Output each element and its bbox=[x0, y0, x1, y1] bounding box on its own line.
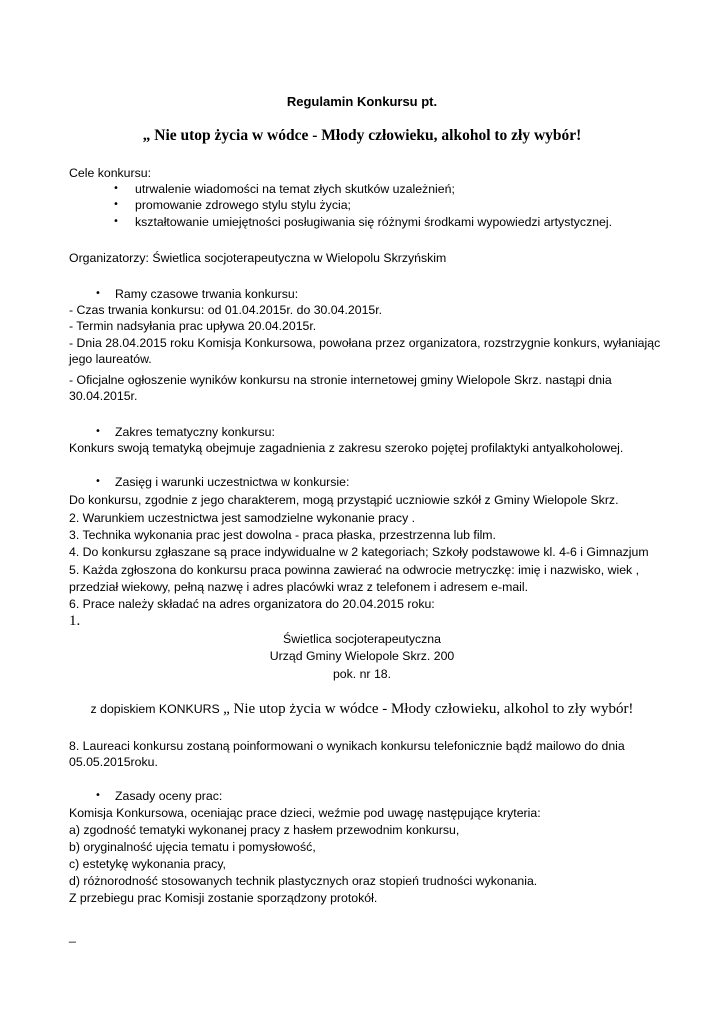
goal-item: kształtowanie umiejętności posługiwania się różnymi środkami wypowiedzi artystycznej. bbox=[135, 215, 613, 229]
address-line: pok. nr 18. bbox=[332, 667, 392, 681]
conditions-line: 3. Technika wykonania prac jest dowolna - praca płaska, przestrzenna lub film. bbox=[69, 528, 496, 542]
evaluation-line: Z przebiegu prac Komisji zostanie sporządzony protokół. bbox=[69, 891, 378, 905]
organizers-line: Organizatorzy: Świetlica socjoterapeutyczna w Wielopolu Skrzyńskim bbox=[69, 251, 447, 265]
timeframe-line: - Oficjalne ogłoszenie wyników konkursu na stronie internetowej gminy Wielopole Skrz. nastąpi dnia bbox=[69, 373, 612, 387]
timeframe-line: - Czas trwania konkursu: od 01.04.2015r. do 30.04.2015r. bbox=[69, 303, 383, 317]
conditions-line: Do konkursu, zgodnie z jego charakterem, mogą przystąpić uczniowie szkół z Gminy Wielopole Skrz. bbox=[69, 493, 619, 507]
note-title: „ Nie utop życia w wódce - Młody człowieku, alkohol to zły wybór! bbox=[223, 701, 634, 717]
timeframe-heading: Ramy czasowe trwania konkursu: bbox=[115, 287, 299, 301]
footer-mark: _ bbox=[69, 929, 76, 943]
conditions-line: przedział wiekowy, pełną nazwę i adres placówki wraz z telefonem i adresem e-mail. bbox=[69, 580, 529, 594]
conditions-line: 2. Warunkiem uczestnictwa jest samodzielne wykonanie pracy . bbox=[69, 511, 416, 525]
list-marker: 1. bbox=[69, 613, 81, 629]
scope-text: Konkurs swoją tematyką obejmuje zagadnienia z zakresu szeroko pojętej profilaktyki antyalkoholowej. bbox=[69, 441, 624, 455]
evaluation-line: a) zgodność tematyki wykonanej pracy z hasłem przewodnim konkursu, bbox=[69, 823, 460, 837]
bullet-icon: • bbox=[95, 426, 101, 437]
conditions-heading: Zasięg i warunki uczestnictwa w konkursie: bbox=[115, 475, 350, 489]
timeframe-line: jego laureatów. bbox=[69, 352, 152, 366]
scope-heading: Zakres tematyczny konkursu: bbox=[115, 425, 275, 439]
evaluation-line: d) różnorodność stosowanych technik plastycznych oraz stopień trudności wykonania. bbox=[69, 874, 538, 888]
bullet-icon: • bbox=[113, 216, 119, 227]
note-prefix: z dopiskiem KONKURS bbox=[90, 702, 224, 716]
goals-heading: Cele konkursu: bbox=[69, 166, 152, 180]
bullet-icon: • bbox=[113, 199, 119, 210]
conditions-line: 6. Prace należy składać na adres organizatora do 20.04.2015 roku: bbox=[69, 597, 435, 611]
goal-item: utrwalenie wiadomości na temat złych skutków uzależnień; bbox=[135, 182, 455, 196]
bullet-icon: • bbox=[113, 183, 119, 194]
conditions-line: 5. Każda zgłoszona do konkursu praca powinna zawierać na odwrocie metryczkę: imię i nazwisko, wiek , bbox=[69, 563, 640, 577]
note-line bbox=[0, 699, 724, 719]
bullet-icon: • bbox=[95, 476, 101, 487]
document-title: Regulamin Konkursu pt. bbox=[286, 94, 438, 109]
evaluation-line: b) oryginalność ujęcia tematu i pomysłowość, bbox=[69, 840, 316, 854]
conditions-line: 4. Do konkursu zgłaszane są prace indywidualne w 2 kategoriach; Szkoły podstawowe kl. 4-6 i Gimnazjum bbox=[69, 545, 649, 559]
evaluation-heading: Zasady oceny prac: bbox=[115, 789, 223, 803]
laureates-line: 8. Laureaci konkursu zostaną poinformowani o wynikach konkursu telefonicznie bądź mailowo do dnia bbox=[69, 739, 625, 753]
bullet-icon: • bbox=[95, 790, 101, 801]
goal-item: promowanie zdrowego stylu stylu życia; bbox=[135, 198, 351, 212]
bullet-icon: • bbox=[95, 288, 101, 299]
document-subtitle: „ Nie utop życia w wódce - Młody człowieku, alkohol to zły wybór! bbox=[142, 127, 582, 144]
evaluation-line: Komisja Konkursowa, oceniając prace dzieci, weźmie pod uwagę następujące kryteria: bbox=[69, 806, 541, 820]
address-line: Świetlica socjoterapeutyczna bbox=[283, 632, 441, 646]
timeframe-line: - Termin nadsyłania prac upływa 20.04.2015r. bbox=[69, 319, 317, 333]
timeframe-line: 30.04.2015r. bbox=[69, 389, 138, 403]
timeframe-line: - Dnia 28.04.2015 roku Komisja Konkursowa, powołana przez organizatora, rozstrzygnie konkurs, wyłaniając bbox=[69, 336, 661, 350]
address-line: Urząd Gminy Wielopole Skrz. 200 bbox=[269, 649, 455, 663]
evaluation-line: c) estetykę wykonania pracy, bbox=[69, 857, 226, 871]
laureates-line: 05.05.2015roku. bbox=[69, 755, 158, 769]
